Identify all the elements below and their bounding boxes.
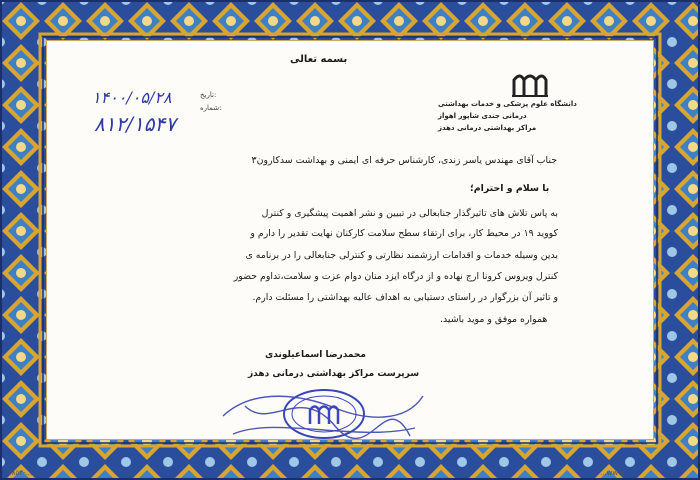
date-label: تاریخ: [200, 91, 217, 99]
body-line: کنترل ویروس کرونا ارج نهاده و از درگاه ایزد منان دوام عزت و سلامت،تداوم حضور [233, 271, 558, 282]
university-logo-icon [512, 70, 548, 98]
official-seal-icon [282, 388, 366, 440]
body-line: بدین وسیله خدمات و اقدامات ارزشمند نظارتی و کنترلی جنابعالی را در برنامه ی [245, 250, 558, 261]
signer-name: محمدرضا اسماعیلوندی [265, 350, 366, 360]
number-label: شماره: [200, 104, 222, 112]
footer-left-text: ۴۸۵۳-... [8, 469, 33, 477]
org-line-2: درمانی جندی شاپور اهواز [438, 112, 527, 120]
signer-title: سرپرست مراکز بهداشتی درمانی دهدز [248, 369, 420, 379]
letter-closing: همواره موفق و موید باشید. [440, 314, 548, 325]
body-line: کووید ۱۹ در محیط کار، برای ارتقاء سطح سلامت کارکنان نهایت تقدیر را دارم و [250, 228, 558, 239]
letter-salutation: جناب آقای مهندس یاسر زندی، کارشناس حرفه ای ایمنی و بهداشت سدکارون۳ [251, 155, 557, 166]
body-line: به پاس تلاش های تاثیرگذار جنابعالی در تبیین و نشر اهمیت پیشگیری و کنترل [261, 208, 558, 219]
body-line: و تاثیر آن بزرگوار در راستای دستیابی به اهداف عالیه بهداشتی را مسئلت دارم. [252, 292, 558, 303]
footer-right-text: ...www [600, 469, 624, 477]
handwritten-date: ۱۴۰۰/۰۵/۲۸ [92, 88, 172, 107]
bismillah-heading: بسمه تعالی [290, 54, 348, 65]
handwritten-number: ۸۱۲/۱۵۴۷ [94, 112, 176, 136]
letter-greeting: با سلام و احترام؛ [470, 183, 550, 194]
org-line-1: دانشگاه علوم پزشکی و خدمات بهداشتی [438, 100, 577, 108]
org-line-3: مراکز بهداشتی درمانی دهدز [438, 124, 537, 132]
